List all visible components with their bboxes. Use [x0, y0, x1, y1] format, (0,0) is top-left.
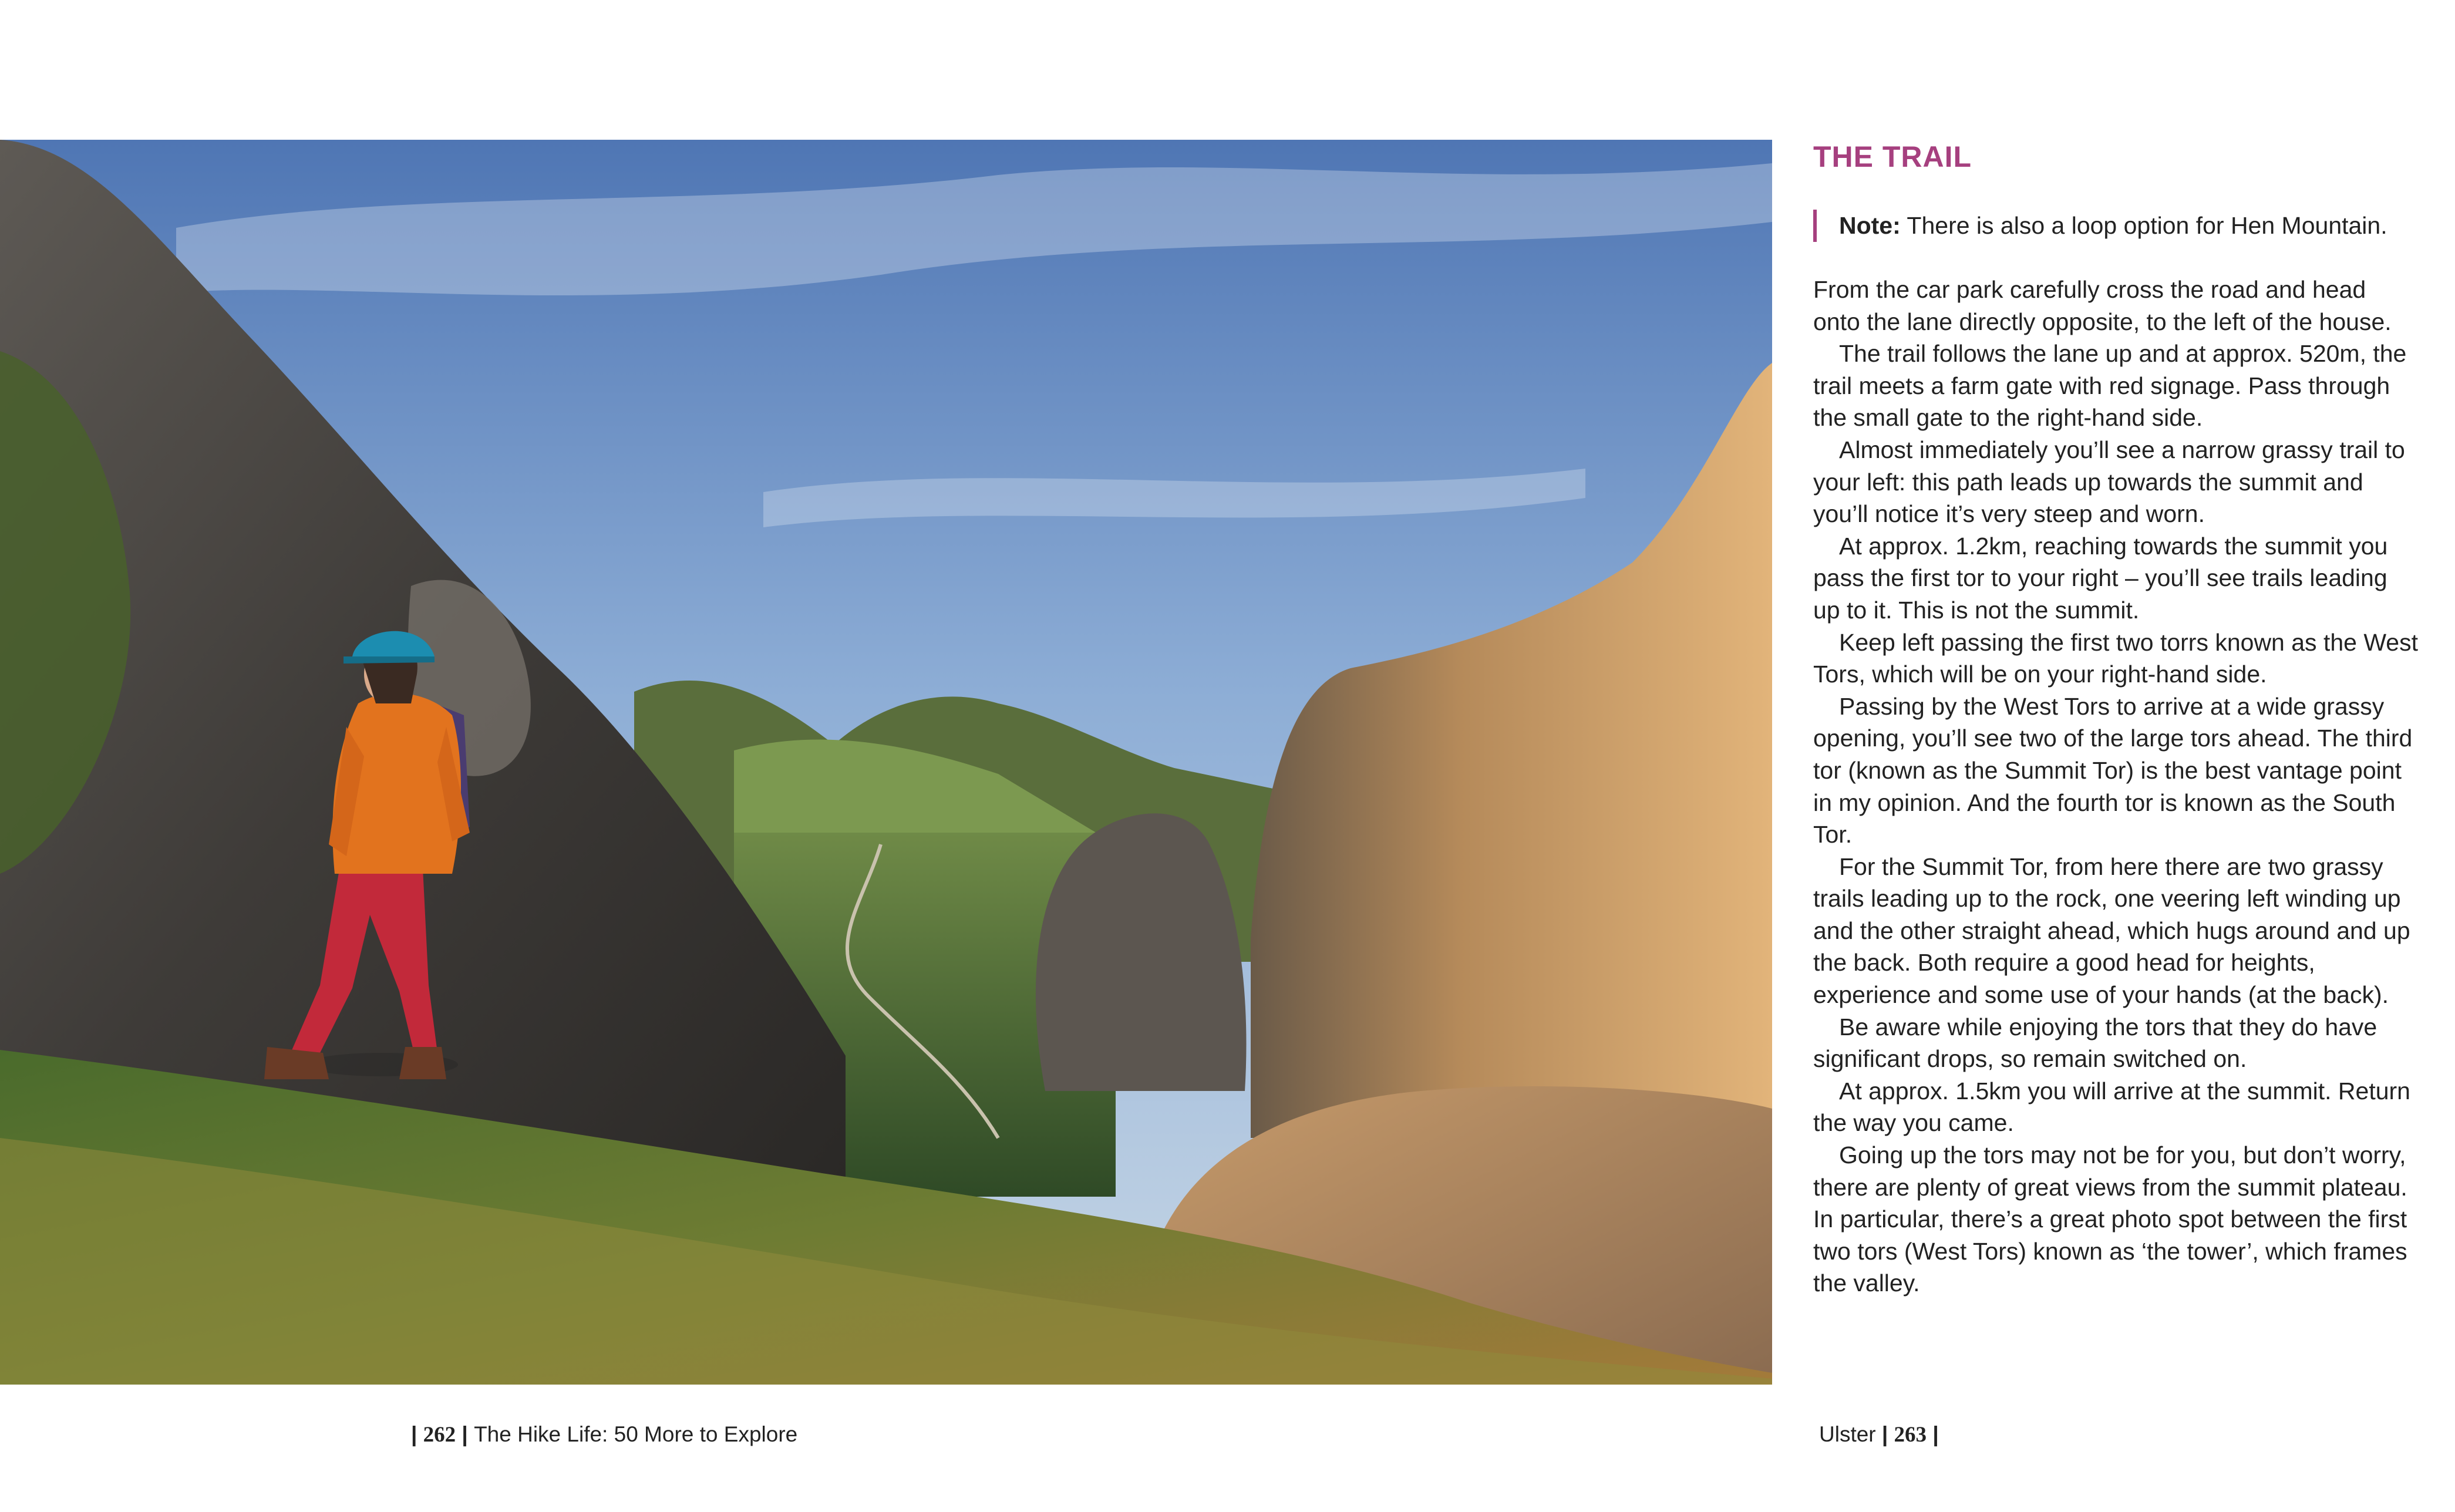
paragraph: Almost immediately you’ll see a narrow grassy trail to your left: this path leads up towards the summit and you’ll notice it’s very steep and worn. [1813, 436, 2405, 528]
paragraph: Passing by the West Tors to arrive at a wide grassy opening, you’ll see two of the large tors ahead. The third tor (known as the Summit Tor) is the best vantage point in my opinion. And the fourth tor is known as the South Tor. [1813, 692, 2413, 848]
paragraph: Going up the tors may not be for you, but don’t worry, there are plenty of great views from the summit plateau. In particular, there’s a great photo spot between the first two tors (West Tors) known as ‘the tower’, which frames the valley. [1813, 1141, 2407, 1297]
hiker-photo [0, 140, 1772, 1385]
section-heading: THE TRAIL [1813, 140, 1972, 173]
note-text: There is also a loop option for Hen Mountain. [1900, 212, 2387, 239]
right-page-number: 263 [1894, 1423, 1927, 1447]
paragraph: Be aware while enjoying the tors that they do have significant drops, so remain switched on. [1813, 1013, 2377, 1073]
paragraph: At approx. 1.5km you will arrive at the summit. Return the way you came. [1813, 1077, 2410, 1137]
trail-text-column [1813, 140, 2418, 1299]
note-callout [1813, 210, 2418, 242]
right-page-footer: Ulster | 263 | [1819, 1422, 1939, 1447]
paragraph: The trail follows the lane up and at approx. 520m, the trail meets a farm gate with red signage. Pass through the small gate to the right-hand side. [1813, 340, 2407, 432]
paragraph: From the car park carefully cross the road and head onto the lane directly opposite, to the left of the house. [1813, 276, 2392, 335]
book-title: The Hike Life: 50 More to Explore [474, 1422, 798, 1446]
paragraph: Keep left passing the first two torrs known as the West Tors, which will be on your right-hand side. [1813, 628, 2418, 688]
left-page-number: 262 [423, 1423, 456, 1447]
note-label: Note: [1839, 212, 1901, 239]
left-page-footer: | 262 | The Hike Life: 50 More to Explore [411, 1422, 798, 1447]
paragraph: For the Summit Tor, from here there are two grassy trails leading up to the rock, one veering left winding up and the other straight ahead, which hugs around and up the back. Both require a good head for heights, experience and some use of your hands (at the back). [1813, 853, 2410, 1009]
trail-directions [1813, 274, 2418, 1299]
mountain-landscape-image [0, 140, 1772, 1385]
chapter-title: Ulster [1819, 1422, 1876, 1446]
paragraph: At approx. 1.2km, reaching towards the summit you pass the first tor to your right – you’ll see trails leading up to it. This is not the summit. [1813, 532, 2388, 624]
